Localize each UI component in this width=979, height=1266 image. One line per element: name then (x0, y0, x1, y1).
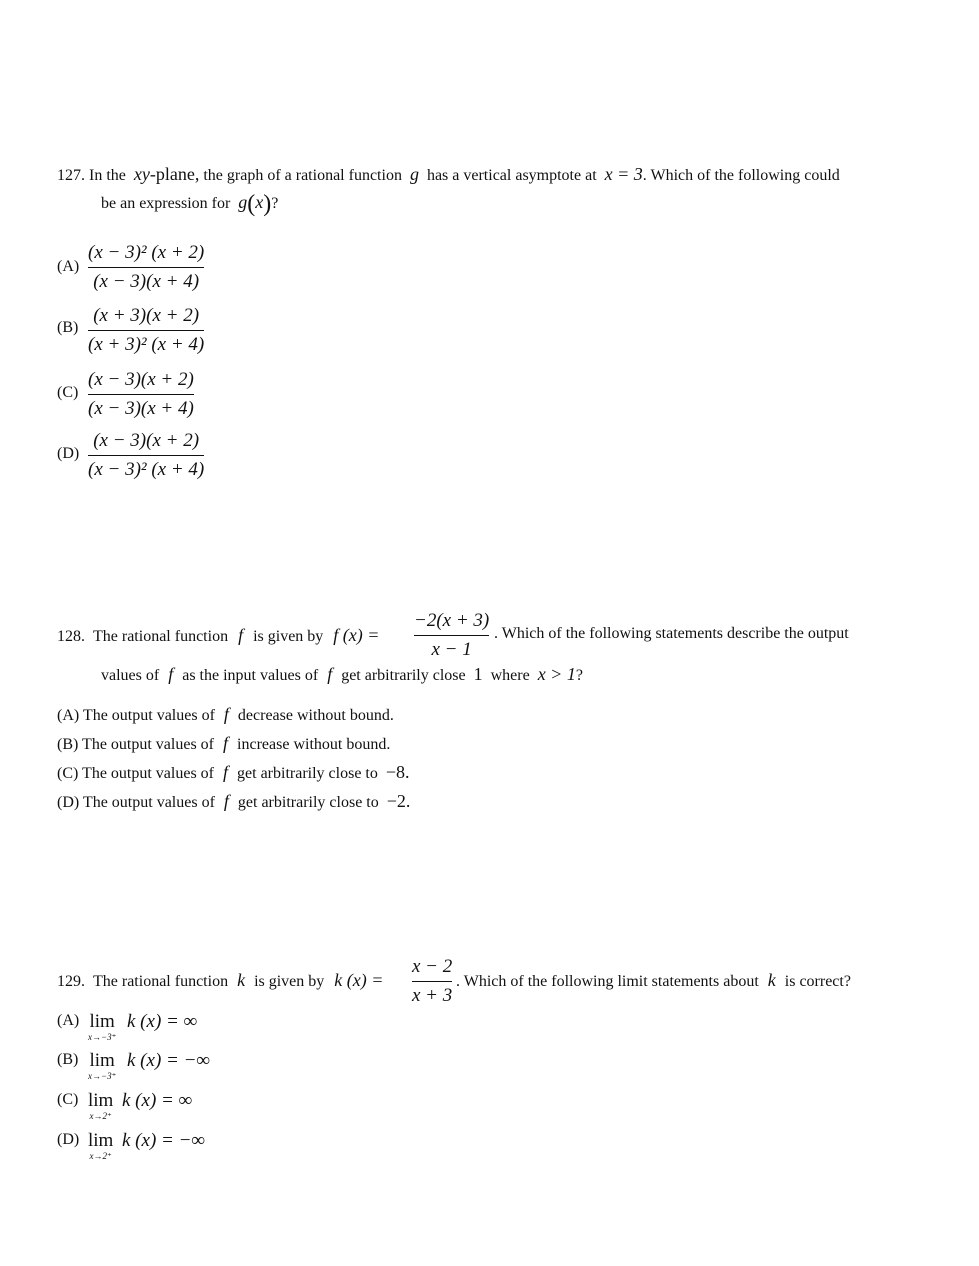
numerator: (x − 3)² (x + 2) (88, 242, 205, 263)
math-k: k (237, 970, 246, 990)
text: is correct? (784, 973, 851, 990)
denominator: (x − 3)(x + 4) (93, 271, 200, 292)
choice-label: (A) (57, 1012, 80, 1029)
math-f: f (223, 704, 229, 724)
text: The rational function (93, 973, 229, 990)
choice-b-fraction[interactable] (88, 302, 204, 359)
question-number: 127. (57, 167, 85, 184)
math-x: x (255, 192, 264, 212)
choice-a-fraction[interactable] (88, 239, 204, 296)
numerator: (x − 3)(x + 2) (88, 369, 194, 390)
choice-label: (C) The output values of (57, 765, 215, 782)
choice-b-limit[interactable] (88, 1051, 116, 1081)
choice-d-fraction[interactable] (88, 427, 204, 484)
text: as the input values of (182, 667, 319, 684)
lim: lim (88, 1090, 114, 1111)
math-f-of-x: f (x) = (333, 625, 380, 645)
choice-value: −2. (386, 791, 411, 811)
math-f: f (168, 664, 174, 684)
limit-expression: k (x) = ∞ (127, 1011, 198, 1032)
choice-label: (C) (57, 384, 79, 401)
choice-text: decrease without bound. (237, 707, 394, 724)
text: ? (575, 667, 583, 684)
text: In the (89, 167, 126, 184)
math-f: f (327, 664, 333, 684)
choice-label: (A) The output values of (57, 707, 215, 724)
limit-subscript: x→−3⁺ (88, 1071, 117, 1081)
choice-label: (A) (57, 258, 80, 275)
text: . Which of the following limit statements about (456, 973, 759, 990)
choice-label: (D) (57, 445, 80, 462)
text: where (490, 667, 530, 684)
choice-label: (B) The output values of (57, 736, 215, 753)
choice-label: (D) (57, 1131, 80, 1148)
question-128-line-1-left (57, 625, 379, 646)
numerator: (x + 3)(x + 2) (93, 305, 200, 326)
question-129-line-1-right (456, 970, 851, 991)
q128-fraction (414, 607, 489, 664)
q129-fraction (412, 953, 452, 1010)
denominator: (x + 3)² (x + 4) (88, 334, 205, 355)
lim: lim (89, 1050, 115, 1071)
question-127-line-1 (57, 164, 840, 185)
denominator: (x − 3)(x + 4) (88, 398, 194, 419)
denominator: (x − 3)² (x + 4) (88, 459, 205, 480)
choice-value: −8. (385, 762, 410, 782)
math-f: f (223, 733, 229, 753)
choice-text: get arbitrarily close to (237, 765, 378, 782)
text: values of (101, 667, 160, 684)
choice-b[interactable] (57, 733, 390, 754)
text: be an expression for (101, 195, 231, 212)
math-asymptote: x = 3 (604, 164, 643, 184)
question-129-line-1-left (57, 970, 383, 991)
text: get arbitrarily close (341, 667, 466, 684)
text: ? (271, 195, 279, 212)
choice-d[interactable] (57, 791, 410, 812)
numerator: −2(x + 3) (414, 610, 490, 631)
numerator: x − 2 (412, 956, 453, 977)
choice-label: (C) (57, 1091, 79, 1108)
choice-a[interactable] (57, 704, 394, 725)
choice-text: increase without bound. (237, 736, 391, 753)
limit-subscript: x→2⁺ (89, 1111, 112, 1121)
choice-label: (B) (57, 319, 79, 336)
question-number: 128. (57, 628, 85, 645)
choice-d-limit[interactable] (88, 1131, 113, 1161)
choice-c-fraction[interactable] (88, 366, 194, 423)
question-127-line-2: be an expression for g(x)? (101, 191, 279, 217)
math-xy: xy (133, 164, 150, 184)
math-k: k (767, 970, 776, 990)
limit-expression: k (x) = ∞ (122, 1090, 193, 1111)
math-f: f (223, 791, 229, 811)
math-k-of-x: k (x) = (334, 970, 384, 990)
text: the graph of a rational function (203, 167, 402, 184)
choice-text: get arbitrarily close to (237, 794, 379, 811)
text: has a vertical asymptote at (426, 167, 597, 184)
choice-a-limit[interactable] (88, 1012, 116, 1042)
lim: lim (88, 1130, 114, 1151)
denominator: x − 1 (431, 639, 472, 660)
text: The rational function (93, 628, 229, 645)
text: . Which of the following could (642, 167, 840, 184)
text: -plane, (149, 164, 200, 184)
numerator: (x − 3)(x + 2) (93, 430, 200, 451)
lim: lim (89, 1011, 115, 1032)
question-128-line-1-right: . Which of the following statements describe the output (494, 625, 849, 642)
question-number: 129. (57, 973, 85, 990)
limit-expression: k (x) = −∞ (127, 1050, 210, 1071)
limit-subscript: x→−3⁺ (88, 1032, 117, 1042)
limit-expression: k (x) = −∞ (122, 1130, 205, 1151)
math-g: g (409, 164, 419, 184)
denominator: x + 3 (412, 985, 453, 1006)
question-128-line-2 (101, 664, 583, 685)
math-f: f (223, 762, 229, 782)
choice-c[interactable] (57, 762, 410, 783)
text: is given by (253, 628, 324, 645)
math-g: g (238, 192, 248, 212)
math-condition: x > 1 (537, 664, 576, 684)
choice-c-limit[interactable] (88, 1091, 113, 1121)
text: is given by (254, 973, 325, 990)
choice-label: (D) The output values of (57, 794, 215, 811)
limit-subscript: x→2⁺ (89, 1151, 112, 1161)
math-f: f (238, 625, 244, 645)
choice-label: (B) (57, 1051, 79, 1068)
math-one: 1 (473, 664, 483, 684)
